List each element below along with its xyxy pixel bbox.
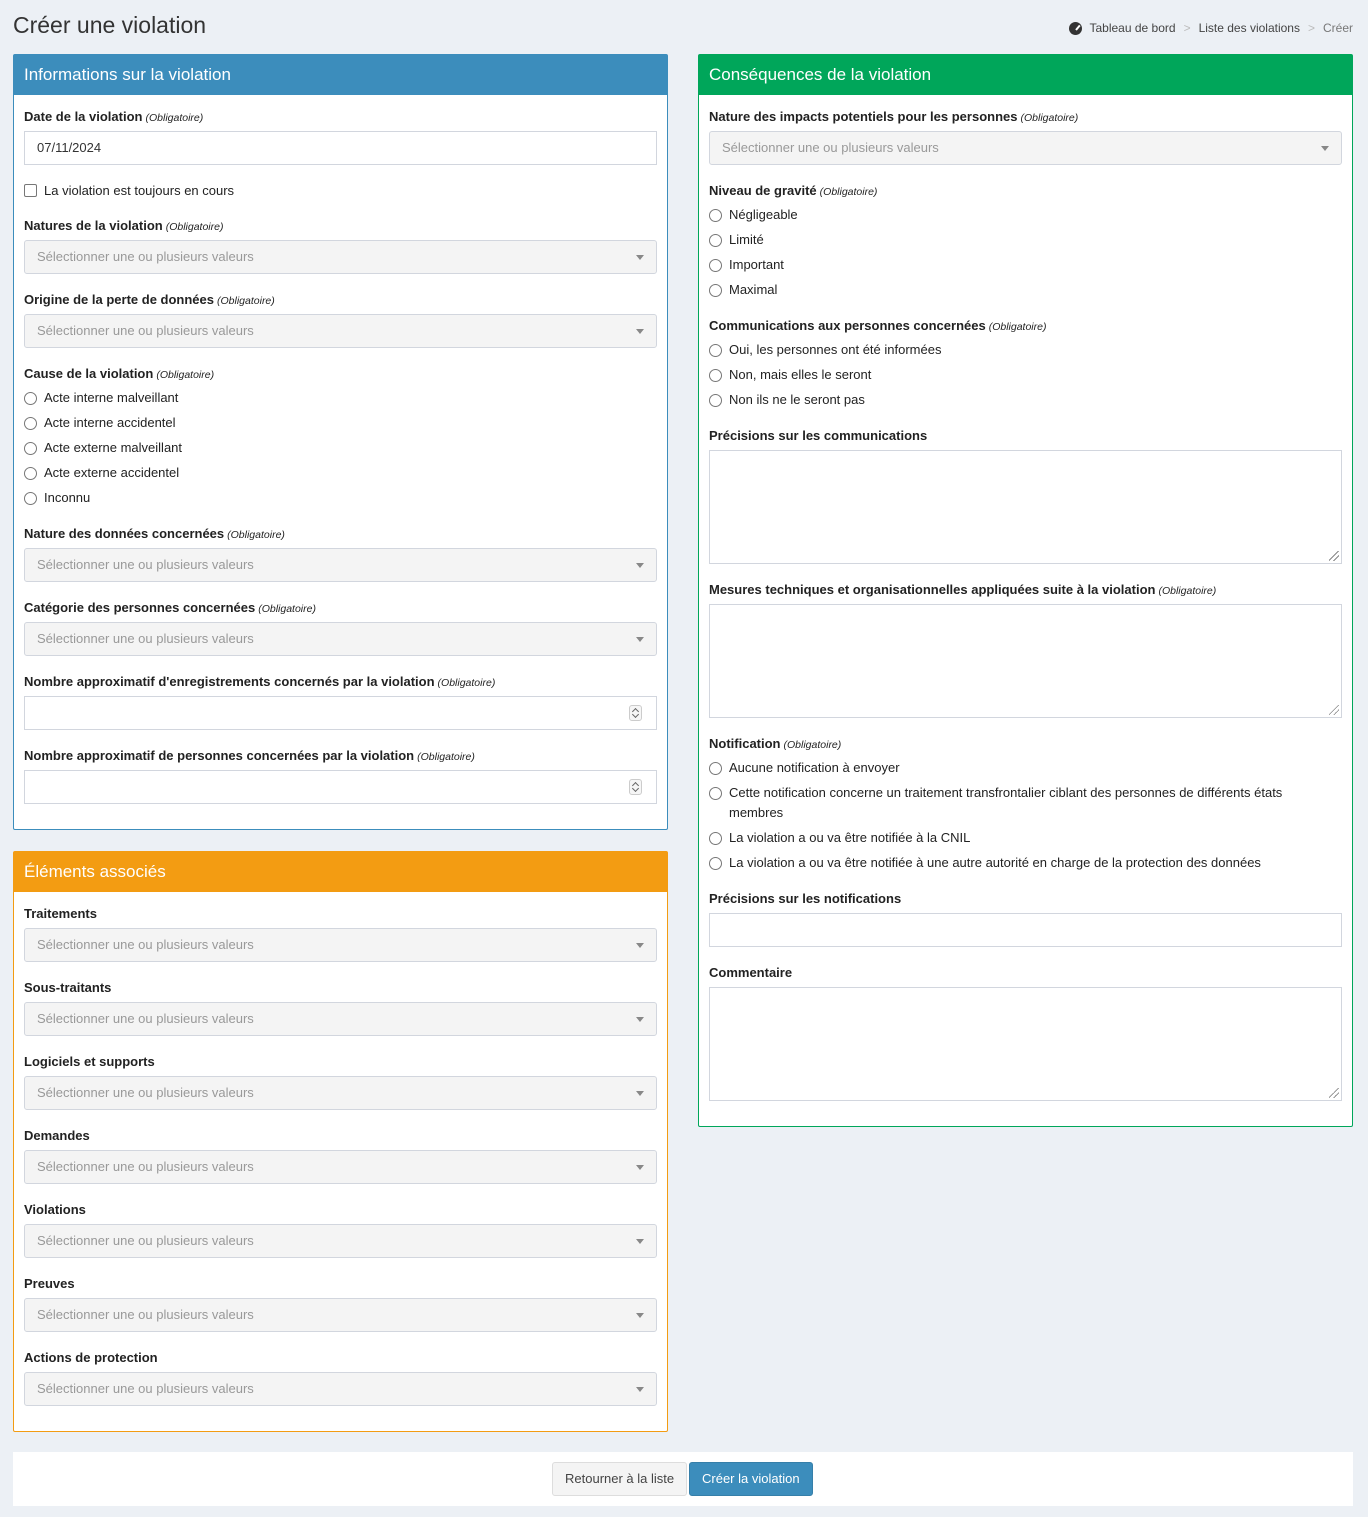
gravity-radio-option[interactable]: Négligeable xyxy=(709,205,798,225)
form-footer xyxy=(13,1452,1353,1506)
impacts-label: Nature des impacts potentiels pour les personnes (Obligatoire) xyxy=(709,109,1079,124)
chevron-down-icon xyxy=(1321,146,1329,151)
radio-circle[interactable] xyxy=(24,442,37,455)
subcontractors-select[interactable]: Sélectionner une ou plusieurs valeurs xyxy=(24,1002,657,1036)
radio-circle[interactable] xyxy=(709,344,722,357)
chevron-down-icon xyxy=(636,1239,644,1244)
radio-circle[interactable] xyxy=(709,259,722,272)
stepper-icon[interactable] xyxy=(629,779,642,795)
chevron-down-icon xyxy=(636,329,644,334)
subcontractors-label: Sous-traitants xyxy=(24,980,112,995)
software-select[interactable]: Sélectionner une ou plusieurs valeurs xyxy=(24,1076,657,1110)
radio-circle[interactable] xyxy=(709,284,722,297)
breadcrumb-list-link[interactable]: Liste des violations xyxy=(1198,21,1300,35)
date-input[interactable]: 07/11/2024 xyxy=(24,131,657,165)
radio-circle[interactable] xyxy=(24,492,37,505)
proofs-select[interactable]: Sélectionner une ou plusieurs valeurs xyxy=(24,1298,657,1332)
radio-circle[interactable] xyxy=(709,209,722,222)
chevron-down-icon xyxy=(636,1313,644,1318)
comm-details-textarea[interactable] xyxy=(709,450,1342,564)
chevron-down-icon xyxy=(636,1165,644,1170)
software-label: Logiciels et supports xyxy=(24,1054,155,1069)
associated-box-title: Éléments associés xyxy=(14,852,667,892)
radio-circle[interactable] xyxy=(709,234,722,247)
checkbox-box[interactable] xyxy=(24,184,37,197)
communications-radio-option[interactable]: Non ils ne le seront pas xyxy=(709,390,865,410)
origin-label: Origine de la perte de données (Obligatoire) xyxy=(24,292,275,307)
radio-circle[interactable] xyxy=(24,417,37,430)
radio-circle[interactable] xyxy=(709,832,722,845)
radio-circle[interactable] xyxy=(709,394,722,407)
impacts-select[interactable]: Sélectionner une ou plusieurs valeurs xyxy=(709,131,1342,165)
communications-radio-option[interactable]: Non, mais elles le seront xyxy=(709,365,871,385)
records-number-input[interactable] xyxy=(24,696,657,730)
notif-details-input[interactable] xyxy=(709,913,1342,947)
proofs-label: Preuves xyxy=(24,1276,75,1291)
notif-details-label: Précisions sur les notifications xyxy=(709,891,902,906)
cause-label: Cause de la violation (Obligatoire) xyxy=(24,366,215,381)
measures-textarea[interactable] xyxy=(709,604,1342,718)
cause-radio-option[interactable]: Inconnu xyxy=(24,488,90,508)
data-nature-label: Nature des données concernées (Obligatoire) xyxy=(24,526,285,541)
violations-select[interactable]: Sélectionner une ou plusieurs valeurs xyxy=(24,1224,657,1258)
treatments-select[interactable]: Sélectionner une ou plusieurs valeurs xyxy=(24,928,657,962)
dashboard-icon xyxy=(1069,22,1082,35)
chevron-down-icon xyxy=(636,1017,644,1022)
date-label: Date de la violation (Obligatoire) xyxy=(24,109,204,124)
violations-label: Violations xyxy=(24,1202,86,1217)
persons-number-input[interactable] xyxy=(24,770,657,804)
origin-select[interactable]: Sélectionner une ou plusieurs valeurs xyxy=(24,314,657,348)
requests-select[interactable]: Sélectionner une ou plusieurs valeurs xyxy=(24,1150,657,1184)
radio-circle[interactable] xyxy=(709,857,722,870)
ongoing-checkbox-label: La violation est toujours en cours xyxy=(44,183,235,198)
breadcrumb-current: Créer xyxy=(1322,21,1353,35)
gravity-radio-option[interactable]: Maximal xyxy=(709,280,777,300)
natures-select[interactable]: Sélectionner une ou plusieurs valeurs xyxy=(24,240,657,274)
breadcrumb-separator: > xyxy=(1183,21,1191,35)
radio-circle[interactable] xyxy=(24,392,37,405)
breadcrumb-separator: > xyxy=(1307,21,1315,35)
chevron-down-icon xyxy=(636,563,644,568)
stepper-icon[interactable] xyxy=(629,705,642,721)
requests-label: Demandes xyxy=(24,1128,90,1143)
comment-textarea[interactable] xyxy=(709,987,1342,1101)
communications-radio-option[interactable]: Oui, les personnes ont été informées xyxy=(709,340,941,360)
radio-circle[interactable] xyxy=(709,762,722,775)
radio-circle[interactable] xyxy=(709,787,722,800)
persons-label: Nombre approximatif de personnes concernées par la violation (Obligatoire) xyxy=(24,748,475,763)
data-nature-select[interactable]: Sélectionner une ou plusieurs valeurs xyxy=(24,548,657,582)
cause-radio-option[interactable]: Acte externe malveillant xyxy=(24,438,182,458)
radio-circle[interactable] xyxy=(709,369,722,382)
chevron-down-icon xyxy=(636,637,644,642)
radio-circle[interactable] xyxy=(24,467,37,480)
chevron-down-icon xyxy=(636,1387,644,1392)
chevron-down-icon xyxy=(636,943,644,948)
treatments-label: Traitements xyxy=(24,906,97,921)
create-violation-button[interactable]: Créer la violation xyxy=(689,1462,813,1496)
ongoing-checkbox[interactable] xyxy=(24,183,234,198)
consequences-box-title: Conséquences de la violation xyxy=(699,55,1352,95)
resize-grip-icon[interactable] xyxy=(1329,1088,1339,1098)
back-to-list-button[interactable]: Retourner à la liste xyxy=(552,1462,687,1496)
notification-radio-option[interactable]: Aucune notification à envoyer xyxy=(709,758,900,778)
cause-radio-option[interactable]: Acte interne malveillant xyxy=(24,388,178,408)
cause-radio-option[interactable]: Acte interne accidentel xyxy=(24,413,176,433)
comment-label: Commentaire xyxy=(709,965,793,980)
natures-label: Natures de la violation (Obligatoire) xyxy=(24,218,224,233)
category-select[interactable]: Sélectionner une ou plusieurs valeurs xyxy=(24,622,657,656)
cause-radio-option[interactable]: Acte externe accidentel xyxy=(24,463,179,483)
info-box-title: Informations sur la violation xyxy=(14,55,667,95)
notification-label: Notification (Obligatoire) xyxy=(709,736,842,751)
notification-radio-option[interactable]: La violation a ou va être notifiée à la CNIL xyxy=(709,828,970,848)
communications-label: Communications aux personnes concernées (Obligatoire) xyxy=(709,318,1047,333)
breadcrumb-dashboard-link[interactable]: Tableau de bord xyxy=(1089,21,1176,35)
gravity-label: Niveau de gravité (Obligatoire) xyxy=(709,183,878,198)
gravity-radio-option[interactable]: Important xyxy=(709,255,784,275)
protection-actions-select[interactable]: Sélectionner une ou plusieurs valeurs xyxy=(24,1372,657,1406)
chevron-down-icon xyxy=(636,255,644,260)
chevron-down-icon xyxy=(636,1091,644,1096)
resize-grip-icon[interactable] xyxy=(1329,705,1339,715)
records-label: Nombre approximatif d'enregistrements concernés par la violation (Obligatoire) xyxy=(24,674,496,689)
resize-grip-icon[interactable] xyxy=(1329,551,1339,561)
page-title: Créer une violation xyxy=(13,12,207,38)
protection-actions-label: Actions de protection xyxy=(24,1350,158,1365)
gravity-radio-option[interactable]: Limité xyxy=(709,230,764,250)
notification-radio-option[interactable]: Cette notification concerne un traitement transfrontalier ciblant des personnes de différents états membres xyxy=(709,783,1329,823)
notification-radio-option[interactable]: La violation a ou va être notifiée à une autre autorité en charge de la protection des données xyxy=(709,853,1261,873)
comm-details-label: Précisions sur les communications xyxy=(709,428,928,443)
category-label: Catégorie des personnes concernées (Obligatoire) xyxy=(24,600,316,615)
measures-label: Mesures techniques et organisationnelles appliquées suite à la violation (Obligatoire) xyxy=(709,582,1217,597)
breadcrumb xyxy=(1069,21,1353,35)
